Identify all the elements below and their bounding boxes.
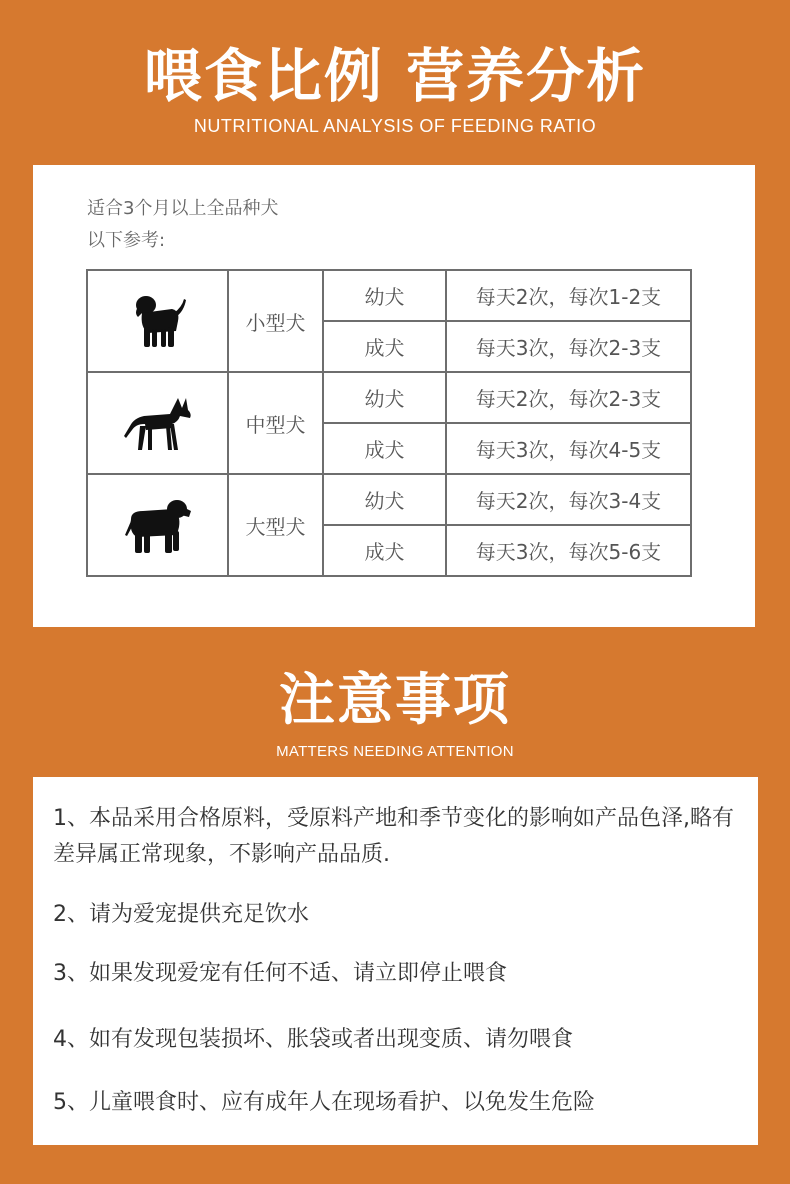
age-cell: 幼犬 [323,270,446,321]
table-row [87,372,691,423]
note-item: 1、本品采用合格原料，受原料产地和季节变化的影响如产品色泽,略有差异属正常现象，不影响产品品质. [53,806,734,867]
feeding-panel [33,165,755,627]
amount-cell: 每天3次，每次4-5支 [446,423,691,474]
intro-line-2: 以下参考: [87,230,166,251]
amount-cell: 每天2次，每次1-2支 [446,270,691,321]
attention-title: 注意事项 [279,667,511,733]
icon-cell [87,372,228,474]
feeding-intro [87,193,278,257]
intro-line-1: 适合3个月以上全品种犬 [87,198,279,219]
amount-cell: 每天2次，每次3-4支 [446,474,691,525]
small-dog-icon [128,291,188,351]
page-subtitle: NUTRITIONAL ANALYSIS OF FEEDING RATIO [193,116,597,136]
table-row [87,270,691,321]
age-cell: 幼犬 [323,474,446,525]
amount-cell: 每天3次，每次2-3支 [446,321,691,372]
size-cell: 中型犬 [228,372,323,474]
age-cell: 成犬 [323,525,446,576]
age-cell: 成犬 [323,321,446,372]
amount-cell: 每天2次，每次2-3支 [446,372,691,423]
icon-cell [87,270,228,372]
feeding-table [86,269,692,577]
medium-dog-icon [122,394,194,452]
note-item: 2、请为爱宠提供充足饮水 [53,902,309,927]
size-cell: 大型犬 [228,474,323,576]
note-item: 4、如有发现包装损坏、胀袋或者出现变质、请勿喂食 [53,1027,573,1052]
large-dog-icon [123,495,193,555]
page-title: 喂食比例 营养分析 [143,42,647,110]
table-row [87,474,691,525]
attention-subtitle: MATTERS NEEDING ATTENTION [276,743,514,760]
size-cell: 小型犬 [228,270,323,372]
note-item: 5、儿童喂食时、应有成年人在现场看护、以免发生危险 [53,1090,595,1115]
attention-panel [33,777,758,1145]
age-cell: 成犬 [323,423,446,474]
icon-cell [87,474,228,576]
amount-cell: 每天3次，每次5-6支 [446,525,691,576]
age-cell: 幼犬 [323,372,446,423]
note-item: 3、如果发现爱宠有任何不适、请立即停止喂食 [53,961,507,986]
